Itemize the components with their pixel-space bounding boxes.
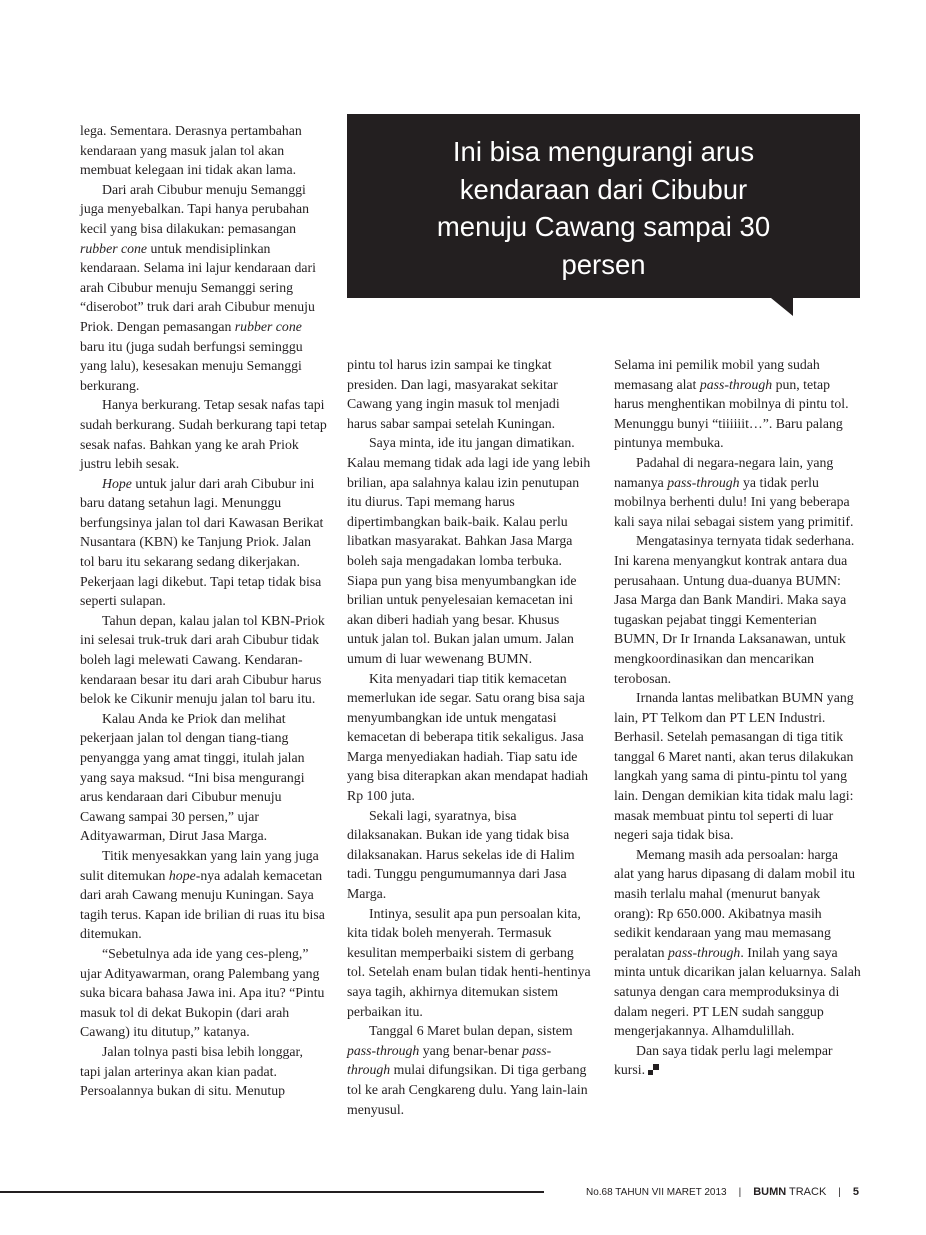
paragraph [80,1042,327,1101]
footer-rule [0,1191,544,1193]
paragraph-text: Saya minta, ide itu jangan dimatikan. Kalau memang tidak ada lagi ide yang lebih brilian, apa salahnya kalau izin penutupan itu diurus. Tapi memang harus dipertimbangkan baik-baik. Kalau perlu libatkan masyarakat. Bahkan Jasa Marga boleh saja mengadakan lomba terbuka. Siapa pun yang bisa menyumbangkan ide brilian untuk penyelesaian kemacetan ini akan diberi hadiah yang besar. Khusus untuk jalan tol. Bukan jalan umum. Jalan umum di luar wewenang BUMN. [347,435,591,666]
paragraph-text: Dan saya tidak perlu lagi melempar kursi. [614,1042,833,1078]
article-end-mark [648,1064,659,1075]
paragraph-text: pintu tol harus izin sampai ke tingkat presiden. Dan lagi, masyarakat sekitar Cawang yang ingin masuk tol menjadi harus sabar sampai setelah Kuningan. [347,357,560,431]
paragraph-text: pun, tetap harus menghentikan mobilnya di pintu tol. Menunggu bunyi “tiiiiiit…”. Baru palang pintunya membuka. [614,376,849,451]
paragraph [347,669,591,806]
paragraph-text: Tanggal 6 Maret bulan depan, sistem [369,1023,573,1039]
paragraph [614,1041,861,1080]
italic-term: pass-through [699,376,773,392]
paragraph-text: Dari arah Cibubur menuju Semanggi juga menyebalkan. Tapi hanya perubahan kecil yang bisa dilakukan: pemasangan [80,181,310,236]
paragraph [614,453,861,531]
paragraph-text: Titik menyesakkan yang lain yang juga sulit ditemukan [80,847,319,883]
paragraph-text: Kita menyadari tiap titik kemacetan memerlukan ide segar. Satu orang bisa saja menyumbangkan ide untuk mengatasi kemacetan di beberapa titik sekaligus. Jasa Marga menyediakan hadiah. Tiap satu ide yang bisa diterapkan akan mendapat hadiah Rp 100 juta. [347,670,588,804]
page-footer [586,1184,859,1200]
paragraph-text: Hanya berkurang. Tetap sesak nafas tapi sudah berkurang. Sudah berkurang tapi tetap sesak nafas. Bahkan yang ke arah Priok justru lebih sesak. [80,397,327,472]
article-column-1 [80,121,327,1101]
paragraph-text: untuk mendisiplinkan kendaraan. Selama ini lajur kendaraan dari arah Cibubur menuju Semanggi sering “diserobot” truk dari arah Cibubur menuju Priok. Dengan pemasangan [80,240,316,334]
paragraph-text: Padahal di negara-negara lain, yang namanya [614,454,834,490]
paragraph [80,395,327,473]
italic-term: pass-through [347,1042,552,1078]
paragraph [80,709,327,846]
paragraph [347,904,591,1022]
paragraph [347,806,591,904]
article-column-3 [614,355,861,1080]
paragraph [80,944,327,1042]
pull-quote-box [347,114,860,298]
paragraph-text: lega. Sementara. Derasnya pertambahan kendaraan yang masuk jalan tol akan membuat kelegaan ini tidak akan lama. [80,123,302,178]
paragraph-text: baru itu (juga sudah berfungsi seminggu yang lalu), kesesakan menuju Semanggi berkurang. [80,338,303,393]
paragraph-text: -nya adalah kemacetan dari arah Cawang menuju Kuningan. Saya tagih terus. Kapan ide brilian di ruas itu bisa ditemukan. [80,867,325,942]
paragraph [80,180,327,396]
italic-term: rubber cone [80,240,148,256]
paragraph-text: Intinya, sesulit apa pun persoalan kita, kita tidak boleh menyerah. Termasuk kesulitan memperbaiki sistem di gerbang tol. Setelah enam bulan tidak henti-hentinya saya tagih, akhirnya ditemukan sistem perbaikan itu. [347,905,591,1019]
paragraph-text: yang benar-benar [419,1042,523,1058]
paragraph-text: Selama ini pemilik mobil yang sudah memasang alat [614,357,820,392]
italic-term: pass-through [347,1042,420,1058]
paragraph-text: “Sebetulnya ada ide yang ces-pleng,” ujar Adityawarman, orang Palembang yang suka bicara bahasa Jawa ini. Apa itu? “Pintu masuk tol di dekat Bukopin (dari arah Cawang) itu ditutup,” katanya. [80,945,325,1040]
italic-term: hope [168,867,196,883]
article-column-2 [347,355,591,1119]
footer-separator-2: | [838,1187,841,1198]
paragraph-text: ya tidak perlu mobilnya berhenti dulu! Ini yang beberapa kali saya nilai sebagai sistem yang primitif. [614,474,854,529]
paragraph-text: Jalan tolnya pasti bisa lebih longgar, tapi jalan arterinya akan kian padat. Persoalannya bukan di situ. Menutup [80,1043,303,1099]
italic-term: rubber cone [234,318,302,334]
paragraph-text: Sekali lagi, syaratnya, bisa dilaksanakan. Bukan ide yang tidak bisa dilaksanakan. Harus sekelas ide di Halim tadi. Tunggu pengumumannya dari Jasa Marga. [347,807,575,902]
magazine-brand: BUMN [753,1186,787,1198]
paragraph-text: Memang masih ada persoalan: harga alat yang harus dipasang di dalam mobil itu masih terlalu mahal (menurut banyak orang): Rp 650.000. Akibatnya masih sedikit kendaraan yang mau memasang peralatan [614,846,856,960]
paragraph [614,531,861,688]
paragraph-text: Kalau Anda ke Priok dan melihat pekerjaan jalan tol dengan tiang-tiang penyangga yang amat tinggi, itulah jalan yang saya maksud. “Ini bisa mengurangi arus kendaraan dari Cibubur menuju Cawang sampai 30 persen,” ujar Adityawarman, Dirut Jasa Marga. [80,710,305,844]
paragraph-text: Tahun depan, kalau jalan tol KBN-Priok ini selesai truk-truk dari arah Cibubur tidak boleh lagi melewati Cawang. Kendaran-kendaraan besar itu dari arah Cibubur harus belok ke Cikunir menuju jalan tol baru itu. [80,612,325,707]
paragraph-text: mulai difungsikan. Di tiga gerbang tol ke arah Cengkareng dulu. Yang lain-lain menyusul. [347,1062,588,1117]
paragraph [347,433,591,668]
paragraph [80,846,327,944]
paragraph-text: Irnanda lantas melibatkan BUMN yang lain, PT Telkom dan PT LEN Industri. Berhasil. Setelah pemasangan di tiga titik tanggal 6 Maret nanti, akan terus dilakukan langkah yang sama di pintu-pintu tol yang lain. Dengan demikian kita tidak malu lagi: masak membuat pintu tol seperti di luar negeri saja tidak bisa. [614,690,854,843]
italic-term: pass-through [668,944,741,960]
italic-term: pass-through [667,474,740,490]
italic-term: Hope [102,475,132,491]
paragraph [80,611,327,709]
paragraph [614,845,861,1041]
paragraph-text: . Inilah yang saya minta untuk dicarikan jalan keluarnya. Salah satunya dengan cara memproduksinya di dalam negeri. PT LEN sudah sanggup mengerjakannya. Alhamdulillah. [614,944,861,1039]
page-number: 5 [852,1186,860,1198]
paragraph [347,1021,591,1119]
footer-separator: | [738,1187,742,1198]
pull-quote-text: Ini bisa mengurangi arus kendaraan dari Cibubur menuju Cawang sampai 30 persen [436,136,771,280]
paragraph [614,688,861,845]
paragraph [347,355,591,433]
paragraph-text: Mengatasinya ternyata tidak sederhana. Ini karena menyangkut kontrak antara dua perusahaan. Untung dua-duanya BUMN: Jasa Marga dan Bank Mandiri. Maka saya tugaskan pejabat tinggi Kementerian BUMN, Dr Ir Irnanda Laksanawan, untuk mengkoordinasikan dan mencarikan terobosan. [614,533,855,686]
magazine-brand-track: TRACK [789,1186,827,1198]
paragraph [80,474,327,611]
paragraph-text: untuk jalur dari arah Cibubur ini baru datang setahun lagi. Menunggu berfungsinya jalan tol dari Kawasan Berikat Nusantara (KBN) ke Tanjung Priok. Jalan tol baru itu sekarang sedang dikerjakan. Pekerjaan lagi dikebut. Tapi tetap tidak bisa seperti sulapan. [80,475,324,609]
pull-quote-tail [771,298,793,316]
issue-info: No.68 TAHUN VII MARET 2013 [586,1187,727,1198]
paragraph [614,355,861,453]
paragraph [80,121,327,180]
